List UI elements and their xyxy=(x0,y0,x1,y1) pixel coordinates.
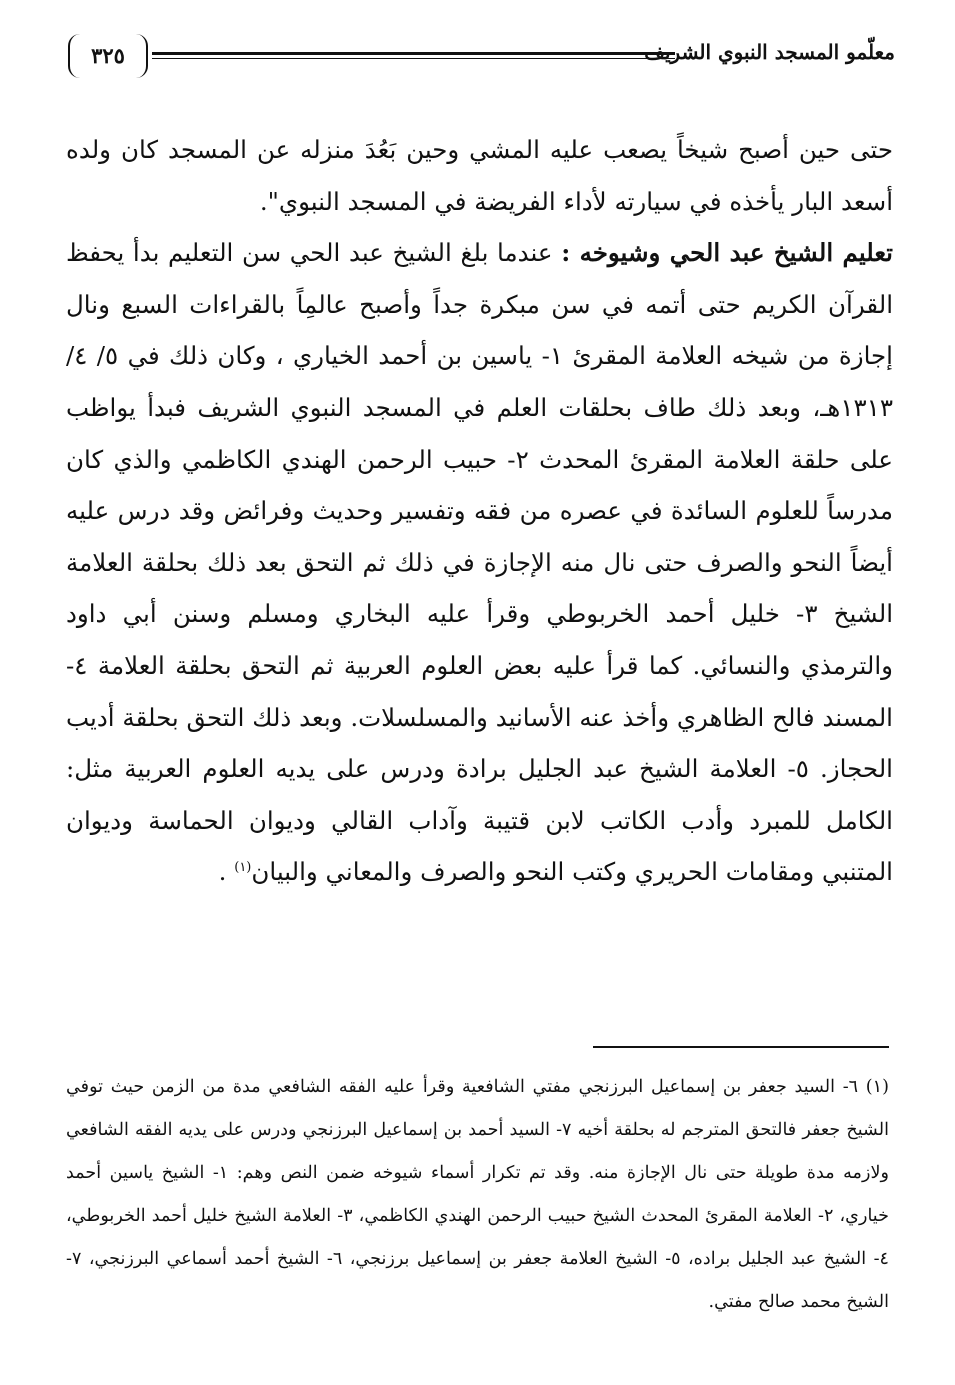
intro-paragraph: حتى حين أصبح شيخاً يصعب عليه المشي وحين بَعُدَ منزله عن المسجد كان ولده أسعد البار يأخذه في سيارته لأداء الفريضة في المسجد النبوي". xyxy=(66,135,893,216)
running-header xyxy=(60,34,895,84)
header-rule xyxy=(152,52,675,55)
header-rule-thin xyxy=(152,58,675,59)
section-heading: تعليم الشيخ عبد الحي وشيوخه : xyxy=(561,238,894,268)
section-paragraph xyxy=(66,227,893,898)
running-title: معلّمو المسجد النبوي الشريف xyxy=(644,40,895,64)
footnotes xyxy=(66,1066,889,1324)
footnote-marker[interactable]: (١) xyxy=(234,860,252,876)
closing-period: . xyxy=(218,857,227,887)
footnote-separator xyxy=(593,1046,889,1048)
page-number: ٣٢٥ xyxy=(68,34,148,78)
section-text: عندما بلغ الشيخ عبد الحي سن التعليم بدأ يحفظ القرآن الكريم حتى أتمه في سن مبكرة جداً وأصبح عالمِاً بالقراءات السبع ونال إجازة من شيخه العلامة المقرئ ١- ياسين بن أحمد الخياري ، وكان ذلك في ٥/ ٤/ ١٣١٣هـ، وبعد ذلك طاف بحلقات العلم في المسجد النبوي الشريف فبدأ يواظب على حلقة العلامة المقرئ المحدث ٢- حبيب الرحمن الهندي الكاظمي والذي كان مدرساً للعلوم السائدة في عصره من فقه وتفسير وحديث وفرائض وقد درس عليه أيضاً النحو والصرف حتى نال منه الإجازة في ذلك ثم التحق بعد ذلك بحلقة العلامة الشيخ ٣- خليل أحمد الخربوطي وقرأ عليه البخاري ومسلم وسنن أبي داود والترمذي والنسائي. كما قرأ عليه بعض العلوم العربية ثم التحق بحلقة العلامة ٤- المسند فالح الظاهري وأخذ عنه الأسانيد والمسلسلات. وبعد ذلك التحق بحلقة أديب الحجاز. ٥- العلامة الشيخ عبد الجليل برادة ودرس على يديه العلوم العربية مثل: الكامل للمبرد وأدب الكاتب لابن قتيبة وآداب القالي وديوان الحماسة وديوان المتنبي ومقامات الحريري وكتب النحو والصرف والمعاني والبيان xyxy=(66,238,894,887)
main-text xyxy=(66,124,893,898)
footnote-1: (١) ٦- السيد جعفر بن إسماعيل البرزنجي مفتي الشافعية وقرأ عليه الفقه الشافعي مدة من الزمن حيث توفي الشيخ جعفر فالتحق المترجم له بحلقة أخيه ٧- السيد أحمد بن إسماعيل البرزنجي ودرس على يديه الفقه الشافعي ولازمه مدة طويلة حتى نال الإجازة منه. وقد تم تكرار أسماء شيوخه ضمن النص وهم: ١- الشيخ ياسين أحمد خياري، ٢- العلامة المقرئ المحدث الشيخ حبيب الرحمن الهندي الكاظمي، ٣- العلامة الشيخ خليل أحمد الخربوطي، ٤- الشيخ عبد الجليل براده، ٥- الشيخ العلامة جعفر بن إسماعيل برزنجي، ٦- الشيخ أحمد أسماعي البرزنجي، ٧- الشيخ محمد صالح مفتي. xyxy=(66,1077,890,1312)
